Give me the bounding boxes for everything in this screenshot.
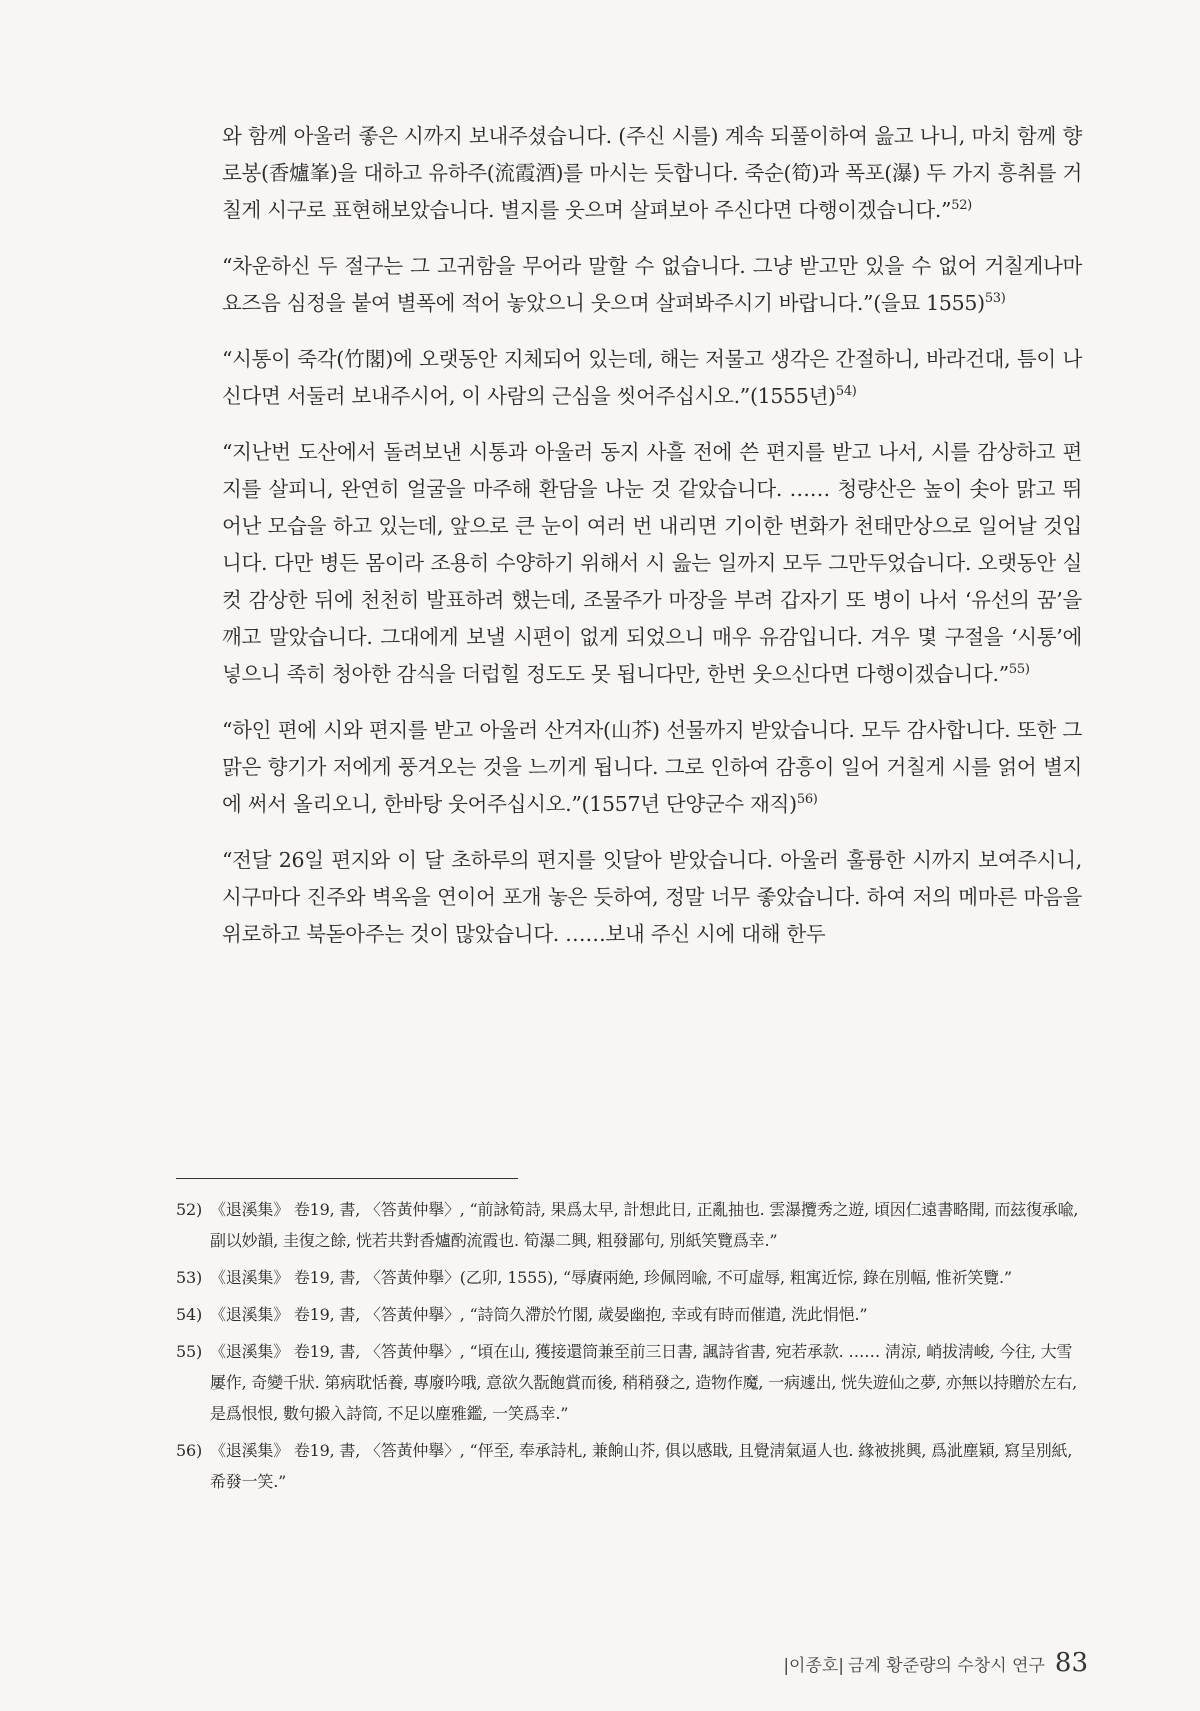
paragraph-3: “시통이 죽각(竹閣)에 오랫동안 지체되어 있는데, 해는 저물고 생각은 간절하니, 바라건대, 틈이 나신다면 서둘러 보내주시어, 이 사람의 근심을 씻어주십시오.”(1555년)$^{54)}$: [222, 347, 1082, 408]
paragraph-6: “전달 26일 편지와 이 달 초하루의 편지를 잇달아 받았습니다. 아울러 훌륭한 시까지 보여주시니, 시구마다 진주와 벽옥을 연이어 포개 놓은 듯하여, 정말 너무 좋았습니다. 하여 저의 메마른 마음을 위로하고 북돋아주는 것이 많았습니다. ……보내 주신 시에 대해 한두: [222, 848, 1082, 946]
footnote-text: 《退溪集》 卷19, 書, 〈答黃仲擧〉, “詩筒久滯於竹閣, 歲晏幽抱, 幸或有時而催遣, 洗此悁悒.”: [210, 1305, 868, 1324]
footnote-53: [176, 1262, 1082, 1293]
footnote-divider: [176, 1178, 518, 1179]
paragraph-1: 와 함께 아울러 좋은 시까지 보내주셨습니다. (주신 시를) 계속 되풀이하여 읊고 나니, 마치 함께 향로봉(香爐峯)을 대하고 유하주(流霞酒)를 마시는 듯합니다. 죽순(筍)과 폭포(瀑) 두 가지 흥취를 거칠게 시구로 표현해보았습니다. 별지를 웃으며 살펴보아 주신다면 다행이겠습니다.”$^{52)}$: [222, 124, 1082, 222]
footnote-ref: 56): [796, 792, 818, 808]
running-footer: [783, 1648, 1088, 1678]
footnote-text: 《退溪集》 卷19, 書, 〈答黃仲擧〉, “伻至, 奉承詩札, 兼餉山芥, 俱以感戢, 且覺淸氣逼人也. 緣被挑興, 爲泚塵穎, 寫呈別紙, 希發一笑.”: [210, 1441, 1073, 1491]
footnote-number: 54): [176, 1305, 203, 1324]
footnote-text: 《退溪集》 卷19, 書, 〈答黃仲擧〉, “前詠筍詩, 果爲太早, 計想此日, 正亂抽也. 雲瀑攬秀之遊, 頃因仁遠書略聞, 而玆復承喩, 副以妙韻, 圭復之餘, 恍若共對香爐酌流霞也. 筍瀑二興, 粗發鄙句, 別紙笑覽爲幸.”: [210, 1200, 1079, 1250]
paragraph-5: “하인 편에 시와 편지를 받고 아울러 산겨자(山芥) 선물까지 받았습니다. 모두 감사합니다. 또한 그 맑은 향기가 저에게 풍겨오는 것을 느끼게 됩니다. 그로 인하여 감흥이 일어 거칠게 시를 얽어 별지에 써서 올리오니, 한바탕 웃어주십시오.”(1557년 단양군수 재직)$^{56)}$: [222, 718, 1082, 816]
body-text: [222, 118, 1082, 972]
paragraph-2: “차운하신 두 절구는 그 고귀함을 무어라 말할 수 없습니다. 그냥 받고만 있을 수 없어 거칠게나마 요즈음 심정을 붙여 별폭에 적어 놓았으니 웃으며 살펴봐주시기 바랍니다.”(을묘 1555)$^{53)}$: [222, 254, 1082, 315]
footnote-54: [176, 1299, 1082, 1330]
footnote-ref: 55): [1008, 662, 1030, 678]
paragraph-4: “지난번 도산에서 돌려보낸 시통과 아울러 동지 사흘 전에 쓴 편지를 받고 나서, 시를 감상하고 편지를 살피니, 완연히 얼굴을 마주해 환담을 나눈 것 같았습니다. …… 청량산은 높이 솟아 맑고 뛰어난 모습을 하고 있는데, 앞으로 큰 눈이 여러 번 내리면 기이한 변화가 천태만상으로 일어날 것입니다. 다만 병든 몸이라 조용히 수양하기 위해서 시 읊는 일까지 모두 그만두었습니다. 오랫동안 실컷 감상한 뒤에 천천히 발표하려 했는데, 조물주가 마장을 부려 갑자기 또 병이 나서 ‘유선의 꿈’을 깨고 말았습니다. 그대에게 보낼 시편이 없게 되었으니 매우 유감입니다. 겨우 몇 구절을 ‘시통’에 넣으니 족히 청아한 감식을 더럽힐 정도도 못 됩니다만, 한번 웃으신다면 다행이겠습니다.”$^{55)}$: [222, 440, 1082, 686]
footnote-55: [176, 1336, 1082, 1429]
page-number: 83: [1054, 1648, 1088, 1678]
footnote-number: 52): [176, 1200, 203, 1219]
footnote-text: 《退溪集》 卷19, 書, 〈答黃仲擧〉, “頃在山, 獲接還筒兼至前三日書, 諷詩省書, 宛若承款. …… 淸涼, 峭拔淸峻, 今往, 大雪屢作, 奇變千狀. 第病耽恬養, 專廢吟哦, 意欲久翫飽賞而後, 稍稍發之, 造物作魔, 一病遽出, 恍失遊仙之夢, 亦無以持贈於左右, 是爲恨恨, 數句摋入詩筒, 不足以塵雅鑑, 一笑爲幸.”: [210, 1342, 1078, 1423]
footnotes: [176, 1194, 1082, 1503]
footnote-56: [176, 1435, 1082, 1497]
footer-title: 금계 황준량의 수창시 연구: [848, 1656, 1045, 1676]
footnote-number: 55): [176, 1342, 203, 1361]
footnote-number: 56): [176, 1441, 203, 1460]
footnote-ref: 53): [984, 291, 1006, 307]
footnote-ref: 52): [951, 198, 972, 214]
footnote-ref: 54): [835, 384, 857, 400]
footnote-52: [176, 1194, 1082, 1256]
footnote-number: 53): [176, 1268, 203, 1287]
footnote-text: 《退溪集》 卷19, 書, 〈答黃仲擧〉(乙卯, 1555), “辱賡兩絶, 珍佩罔喩, 不可虛辱, 粗寓近悰, 錄在別幅, 惟祈笑覽.”: [210, 1268, 1012, 1287]
footer-author: |이종호|: [783, 1656, 845, 1676]
